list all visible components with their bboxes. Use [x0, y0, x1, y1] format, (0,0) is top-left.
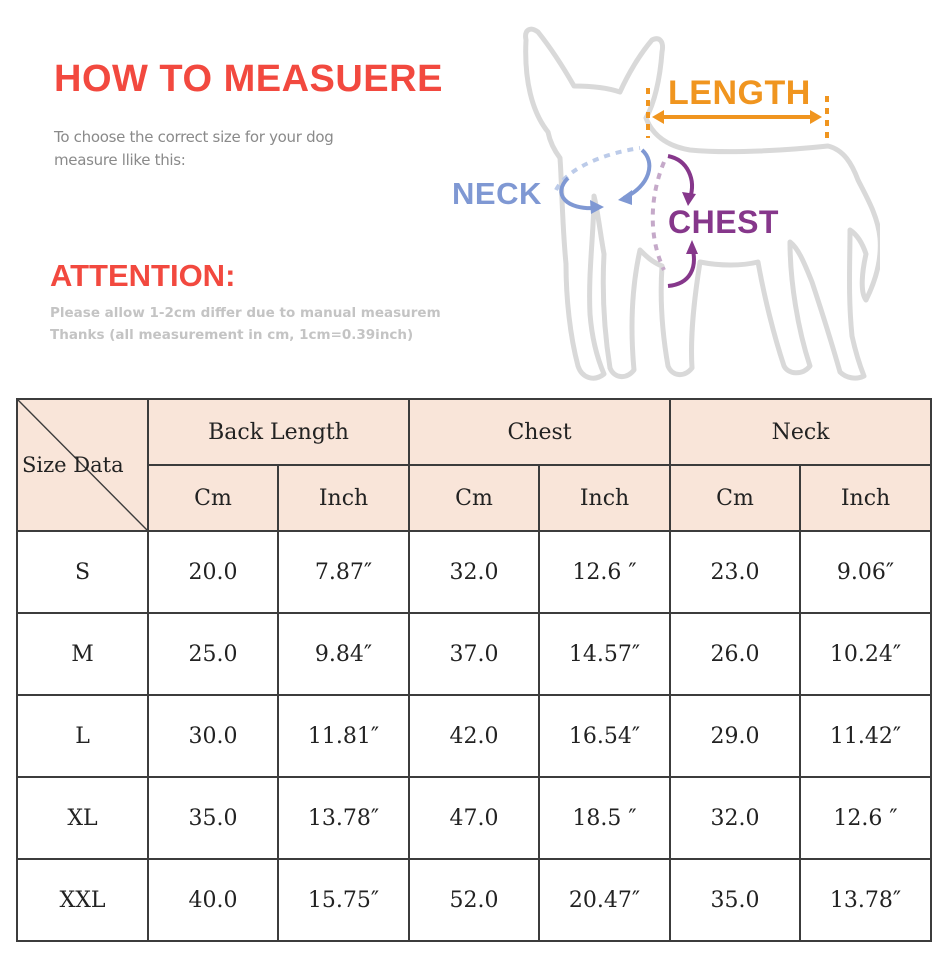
- value-cell: 13.78″: [800, 859, 931, 941]
- size-cell: M: [17, 613, 148, 695]
- value-cell: 7.87″: [278, 531, 409, 613]
- value-cell: 14.57″: [539, 613, 670, 695]
- value-cell: 25.0: [148, 613, 278, 695]
- length-label: LENGTH: [668, 74, 811, 112]
- value-cell: 23.0: [670, 531, 800, 613]
- chest-label: CHEST: [668, 204, 779, 240]
- value-cell: 16.54″: [539, 695, 670, 777]
- size-cell: XL: [17, 777, 148, 859]
- group-header-neck: Neck: [670, 399, 931, 465]
- value-cell: 15.75″: [278, 859, 409, 941]
- value-cell: 9.06″: [800, 531, 931, 613]
- page-title: HOW TO MEASUERE: [54, 58, 443, 100]
- instruction-text: [54, 126, 414, 172]
- unit-header-cell: Inch: [539, 465, 670, 531]
- value-cell: 12.6 ″: [800, 777, 931, 859]
- instruction-line-1: To choose the correct size for your dog: [54, 128, 334, 146]
- unit-header-cell: Inch: [800, 465, 931, 531]
- value-cell: 26.0: [670, 613, 800, 695]
- value-cell: 12.6 ″: [539, 531, 670, 613]
- value-cell: 18.5 ″: [539, 777, 670, 859]
- unit-header-cell: Cm: [409, 465, 539, 531]
- corner-header-cell: [17, 399, 148, 531]
- size-cell: S: [17, 531, 148, 613]
- value-cell: 42.0: [409, 695, 539, 777]
- value-cell: 37.0: [409, 613, 539, 695]
- unit-header-cell: Cm: [148, 465, 278, 531]
- value-cell: 32.0: [670, 777, 800, 859]
- value-cell: 20.0: [148, 531, 278, 613]
- value-cell: 13.78″: [278, 777, 409, 859]
- corner-label: Size Data: [22, 453, 124, 477]
- unit-header-cell: Cm: [670, 465, 800, 531]
- value-cell: 11.81″: [278, 695, 409, 777]
- value-cell: 29.0: [670, 695, 800, 777]
- value-cell: 52.0: [409, 859, 539, 941]
- value-cell: 35.0: [670, 859, 800, 941]
- size-chart-table: [16, 398, 932, 942]
- value-cell: 10.24″: [800, 613, 931, 695]
- group-header-chest: Chest: [409, 399, 670, 465]
- attention-line-1: Please allow 1-2cm differ due to manual measurem: [50, 305, 441, 321]
- value-cell: 20.47″: [539, 859, 670, 941]
- table-row: [17, 777, 931, 859]
- attention-line-2: Thanks (all measurement in cm, 1cm=0.39inch): [50, 327, 414, 343]
- table-row: [17, 695, 931, 777]
- group-header-back-length: Back Length: [148, 399, 409, 465]
- size-cell: XXL: [17, 859, 148, 941]
- value-cell: 35.0: [148, 777, 278, 859]
- attention-note: [50, 302, 475, 346]
- size-cell: L: [17, 695, 148, 777]
- value-cell: 9.84″: [278, 613, 409, 695]
- neck-label: NECK: [452, 176, 542, 211]
- value-cell: 11.42″: [800, 695, 931, 777]
- attention-heading: ATTENTION:: [50, 258, 236, 293]
- neck-indicator: [556, 148, 649, 214]
- unit-header-cell: Inch: [278, 465, 409, 531]
- value-cell: 30.0: [148, 695, 278, 777]
- instruction-line-2: measure llike this:: [54, 151, 186, 169]
- value-cell: 32.0: [409, 531, 539, 613]
- value-cell: 40.0: [148, 859, 278, 941]
- value-cell: 47.0: [409, 777, 539, 859]
- table-row: [17, 613, 931, 695]
- table-row: [17, 859, 931, 941]
- table-row: [17, 531, 931, 613]
